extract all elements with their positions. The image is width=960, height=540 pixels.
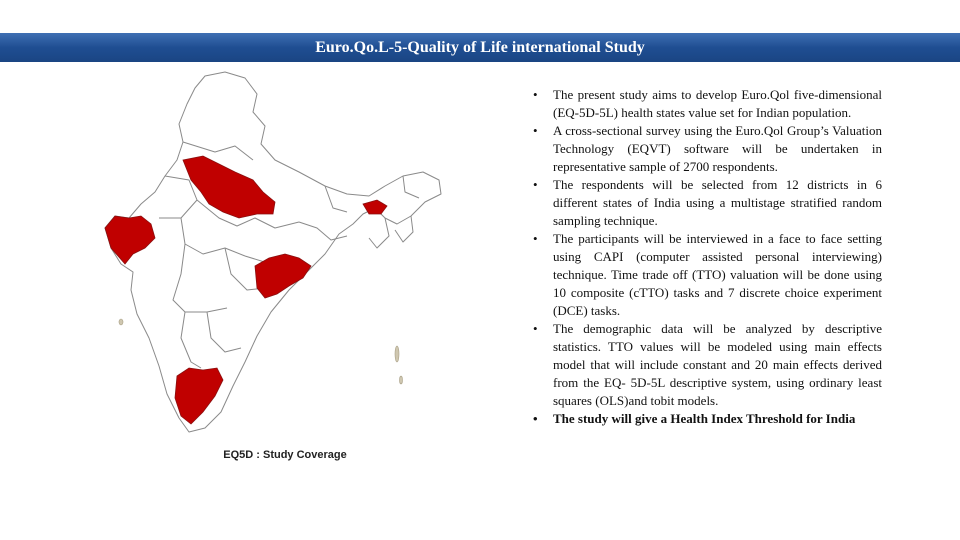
page-title: Euro.Qo.L-5-Quality of Life international Study — [315, 39, 645, 56]
bullet-symbol: • — [533, 123, 538, 138]
bullet-text: The respondents will be selected from 12 districts in 6 different states of India using a multistage stratified random sampling technique. — [553, 177, 882, 228]
bullet-item — [533, 86, 882, 122]
bullet-symbol: • — [533, 231, 538, 246]
map-caption: EQ5D : Study Coverage — [223, 449, 347, 461]
bullet-item — [533, 230, 882, 320]
lakshadweep-islands — [119, 319, 123, 325]
bullet-item — [533, 320, 882, 410]
bullet-list — [533, 86, 882, 428]
bullet-text: The study will give a Health Index Threshold for India — [553, 411, 856, 426]
andaman-islands — [395, 346, 399, 362]
india-map-svg — [85, 68, 445, 468]
bullet-item — [533, 176, 882, 230]
bullet-item — [533, 122, 882, 176]
title-bar — [0, 33, 960, 62]
bullet-text: A cross-sectional survey using the Euro.Qol Group’s Valuation Technology (EQVT) software will be undertaken in representative sample of 2700 respondents. — [553, 123, 882, 174]
bullet-symbol: • — [533, 177, 538, 192]
india-outline — [105, 72, 441, 432]
bullet-text: The participants will be interviewed in a face to face setting using CAPI (computer assisted personal interviewing) technique. Time trade off (TTO) valuation will be done using 10 composite (cTTO) tasks and 7 discrete choice experiment (DCE) tasks. — [553, 231, 882, 318]
bullet-symbol: • — [533, 321, 538, 336]
bullet-text: The present study aims to develop Euro.Qol five-dimensional (EQ-5D-5L) health states value set for Indian population. — [553, 87, 882, 120]
bullet-symbol: • — [533, 87, 538, 102]
bullet-text: The demographic data will be analyzed by descriptive statistics. TTO values will be modeled using main effects model that will include constant and 20 main effects derived from the EQ- 5D-5L descriptive system, using ordinary least squares (OLS)and tobit models. — [553, 321, 882, 408]
bullet-symbol: • — [533, 411, 538, 426]
india-map — [85, 68, 445, 468]
nicobar-islands — [400, 376, 403, 384]
bullet-item-conclusion — [533, 410, 882, 428]
